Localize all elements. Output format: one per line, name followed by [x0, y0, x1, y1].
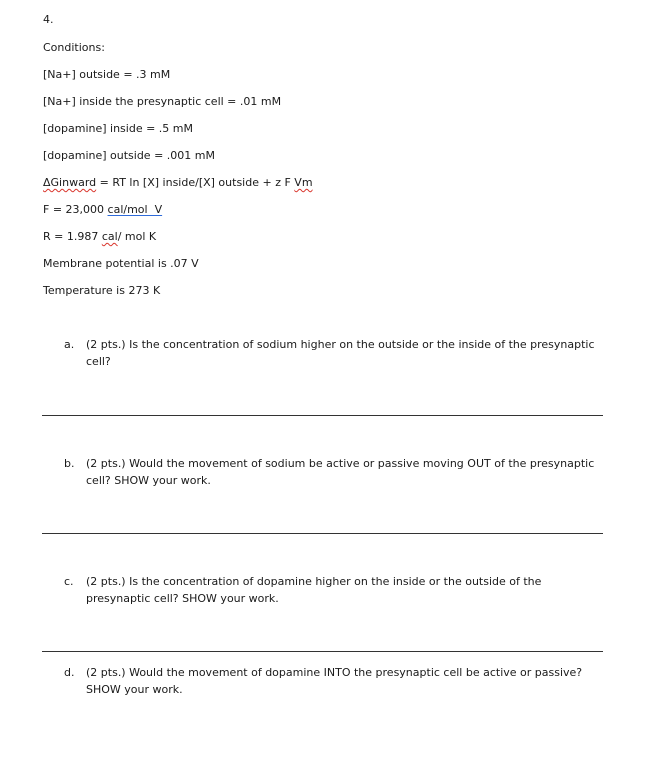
gas-constant-value: R = 1.987: [43, 230, 102, 243]
equation-body: = RT ln [X] inside/[X] outside + z F: [96, 176, 295, 189]
faraday-value: F = 23,000: [43, 203, 108, 216]
question-text: (2 pts.) Is the concentration of sodium higher on the outside or the inside of the presynaptic cell?: [86, 338, 595, 368]
answer-line-c: [42, 651, 603, 652]
question-text: (2 pts.) Would the movement of sodium be active or passive moving OUT of the presynaptic cell? SHOW your work.: [86, 457, 595, 487]
gas-constant-suffix: / mol K: [117, 230, 157, 243]
question-c: [64, 573, 604, 607]
question-letter: d.: [64, 666, 75, 679]
answer-line-b: [42, 533, 603, 534]
free-energy-equation: [43, 176, 313, 190]
dopamine-outside-condition: [dopamine] outside = .001 mM: [43, 149, 215, 162]
na-outside-condition: [Na+] outside = .3 mM: [43, 68, 171, 81]
faraday-constant: [43, 203, 162, 217]
question-text: (2 pts.) Is the concentration of dopamine higher on the inside or the outside of the presynaptic cell? SHOW your work.: [86, 575, 542, 605]
problem-number: 4.: [43, 13, 54, 26]
question-a: [64, 336, 604, 370]
conditions-title: Conditions:: [43, 41, 105, 54]
vm-term: Vm: [294, 176, 313, 189]
question-b: [64, 455, 604, 489]
question-letter: a.: [64, 338, 75, 351]
gas-constant: [43, 230, 156, 244]
membrane-potential: Membrane potential is .07 V: [43, 257, 199, 270]
answer-line-a: [42, 415, 603, 416]
question-letter: c.: [64, 575, 74, 588]
question-text: (2 pts.) Would the movement of dopamine INTO the presynaptic cell be active or passive? SHOW your work.: [86, 666, 583, 696]
question-d: [64, 664, 604, 698]
question-letter: b.: [64, 457, 75, 470]
gas-constant-unit: cal: [101, 230, 118, 243]
temperature: Temperature is 273 K: [43, 284, 161, 297]
na-inside-condition: [Na+] inside the presynaptic cell = .01 mM: [43, 95, 282, 108]
delta-g-term: ΔGinward: [43, 176, 97, 189]
dopamine-inside-condition: [dopamine] inside = .5 mM: [43, 122, 193, 135]
faraday-unit: cal/mol V: [107, 203, 163, 216]
